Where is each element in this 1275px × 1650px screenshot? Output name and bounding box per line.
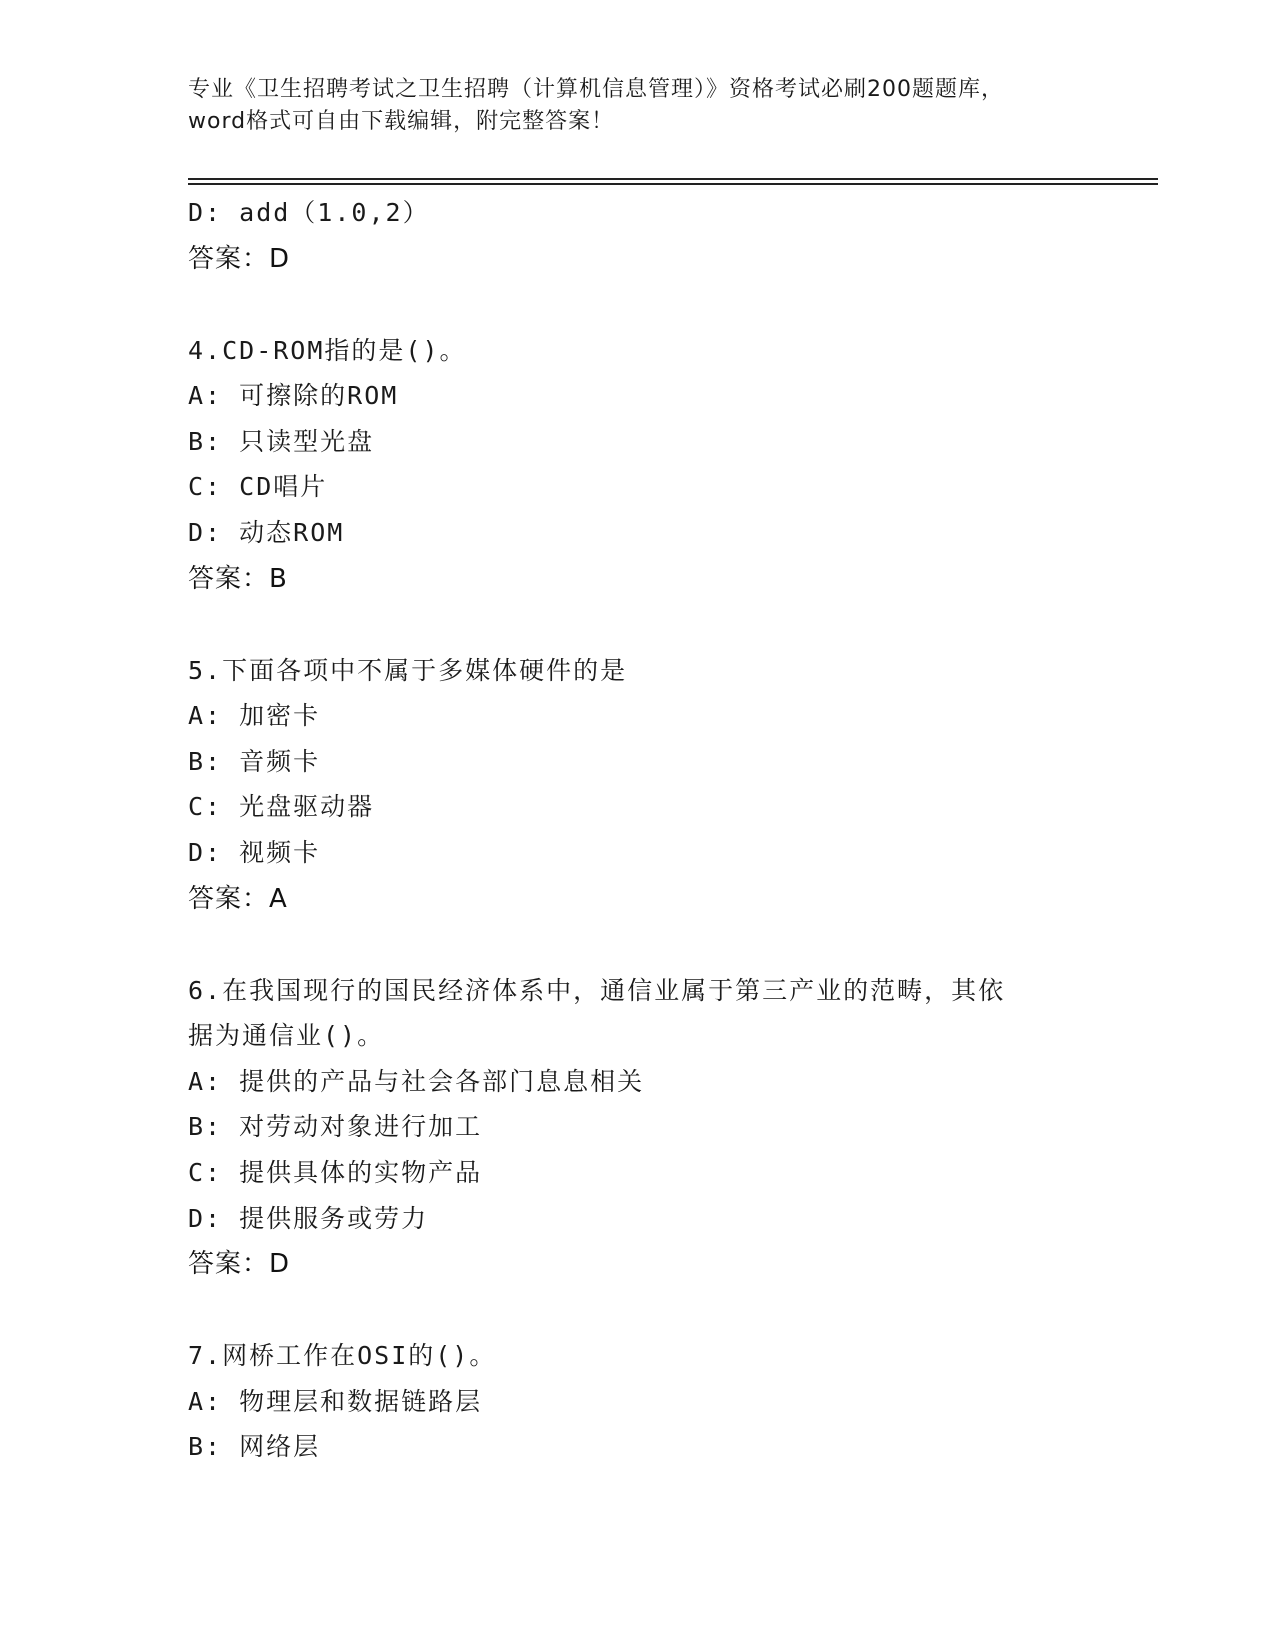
question-6-answer: 答案：D — [188, 1249, 291, 1280]
question-5-answer: 答案：A — [188, 883, 288, 914]
question-6-option-c: C: 提供具体的实物产品 — [188, 1157, 483, 1187]
spacer — [188, 602, 1088, 648]
spacer — [188, 282, 1088, 328]
question-6-option-d: D: 提供服务或劳力 — [188, 1203, 429, 1233]
question-6-stem-line-1: 6.在我国现行的国民经济体系中，通信业属于第三产业的范畴，其依 — [188, 975, 1006, 1005]
header-divider-bottom — [188, 183, 1158, 185]
question-5-option-c: C: 光盘驱动器 — [188, 792, 375, 822]
document-header — [188, 74, 1088, 138]
question-4-option-c: C: CD唱片 — [188, 472, 328, 502]
question-6-stem-line-2: 据为通信业()。 — [188, 1021, 385, 1051]
question-4-stem: 4.CD-ROM指的是()。 — [188, 335, 467, 365]
header-divider-top — [188, 178, 1158, 180]
question-7-option-b: B: 网络层 — [188, 1432, 321, 1462]
spacer — [188, 922, 1088, 968]
prev-answer: 答案：D — [188, 243, 291, 274]
question-4-answer: 答案：B — [188, 563, 288, 594]
question-5-option-d: D: 视频卡 — [188, 837, 321, 867]
question-4-option-b: B: 只读型光盘 — [188, 426, 375, 456]
document-body — [188, 190, 1088, 1470]
header-line-2: word格式可自由下载编辑，附完整答案！ — [188, 109, 615, 134]
spacer — [188, 1287, 1088, 1333]
question-5-option-a: A: 加密卡 — [188, 701, 321, 731]
question-6-option-a: A: 提供的产品与社会各部门息息相关 — [188, 1066, 645, 1096]
question-5-stem: 5.下面各项中不属于多媒体硬件的是 — [188, 655, 628, 685]
question-7-stem: 7.网桥工作在OSI的()。 — [188, 1341, 497, 1371]
question-4-option-d: D: 动态ROM — [188, 517, 345, 547]
question-5-option-b: B: 音频卡 — [188, 746, 321, 776]
prev-option-d: D: add（1.0,2） — [188, 198, 430, 227]
question-4-option-a: A: 可擦除的ROM — [188, 381, 399, 411]
header-line-1: 专业《卫生招聘考试之卫生招聘（计算机信息管理）》资格考试必刷200题题库， — [188, 77, 1004, 102]
question-7-option-a: A: 物理层和数据链路层 — [188, 1386, 483, 1416]
question-6-option-b: B: 对劳动对象进行加工 — [188, 1112, 483, 1142]
